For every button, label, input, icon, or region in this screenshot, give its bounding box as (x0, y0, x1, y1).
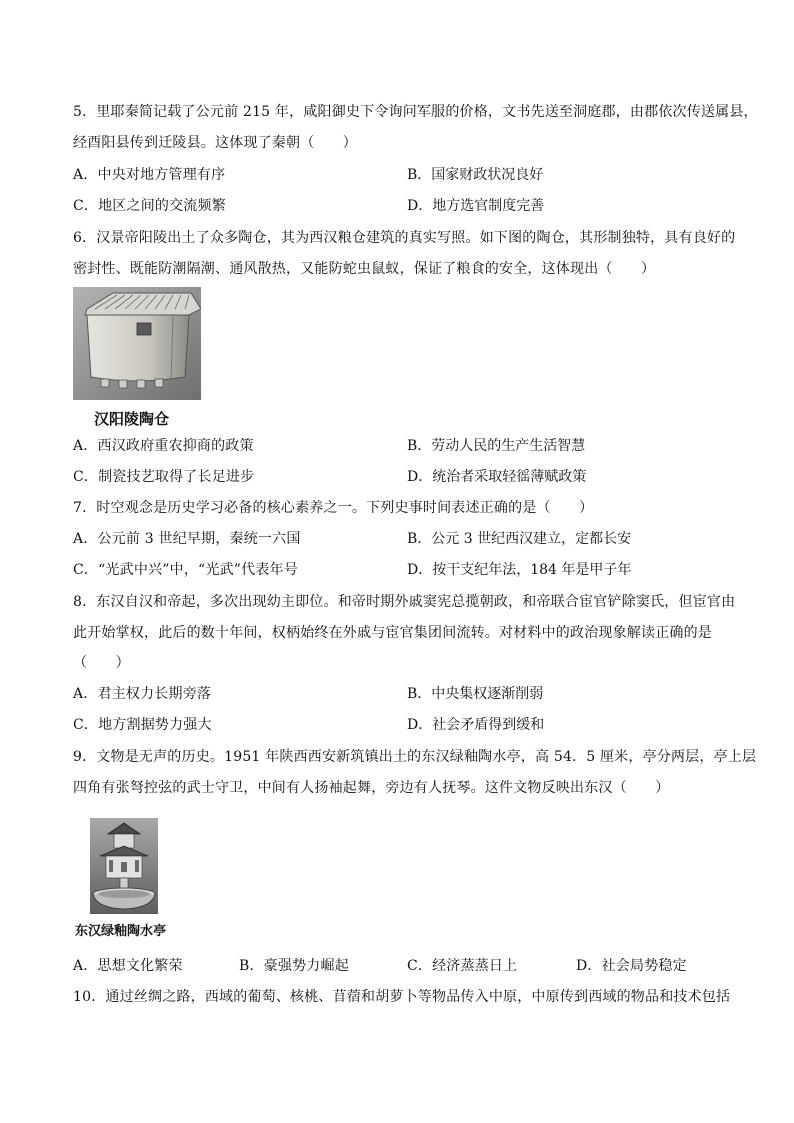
q9-option-b: B．豪强势力崛起 (239, 958, 349, 974)
q10-stem-line-1: 10．通过丝绸之路，西域的葡萄、核桃、苜蓿和胡萝卜等物品传入中原，中原传到西域的物品和技术包括 (73, 989, 731, 1005)
q6-stem-line-2: 密封性、既能防潮隔潮、通风散热，又能防蛇虫鼠蚁，保证了粮食的安全，这体现出（ ） (73, 261, 656, 277)
q5-option-b: B．国家财政状况良好 (407, 167, 544, 183)
q8-option-b: B．中央集权逐渐削弱 (407, 686, 544, 702)
q8-stem-line-2: 此开始掌权，此后的数十年间，权柄始终在外戚与宦官集团间流转。对材料中的政治现象解读正确的是 (73, 625, 712, 641)
q5-option-a: A．中央对地方管理有序 (73, 167, 226, 183)
pottery-granary-caption: 汉阳陵陶仓 (94, 410, 170, 428)
q8-option-c: C．地方割据势力强大 (73, 717, 212, 733)
q5-stem-line-1: 5．里耶秦简记载了公元前 215 年，咸阳御史下令询问军服的价格，文书先送至洞庭郡，由郡依次传送属县， (73, 104, 758, 120)
q5-option-c: C．地区之间的交流频繁 (73, 198, 226, 214)
q7-stem-line-1: 7．时空观念是历史学习必备的核心素养之一。下列史事时间表述正确的是（ ） (73, 500, 594, 516)
q8-stem-line-1: 8．东汉自汉和帝起，多次出现幼主即位。和帝时期外戚窦宪总揽朝政，和帝联合宦官铲除窦氏，但宦官由 (73, 594, 736, 610)
water-pavilion-caption: 东汉绿釉陶水亭 (75, 924, 167, 939)
q5-option-d: D．地方选官制度完善 (407, 198, 545, 214)
q9-stem-line-2: 四角有张弩控弦的武士守卫，中间有人扬袖起舞，旁边有人抚琴。这件文物反映出东汉（ ） (73, 780, 670, 796)
q6-option-a: A．西汉政府重农抑商的政策 (73, 438, 254, 454)
q6-option-c: C．制瓷技艺取得了长足进步 (73, 469, 255, 485)
q9-stem-line-1: 9．文物是无声的历史。1951 年陕西西安新筑镇出土的东汉绿釉陶水亭，高 54．5 厘米，亭分两层，亭上层 (73, 749, 757, 765)
q7-option-d: D．按干支纪年法，184 年是甲子年 (407, 562, 632, 578)
q6-option-d: D．统治者采取轻徭薄赋政策 (407, 469, 587, 485)
q7-option-a: A．公元前 3 世纪早期，秦统一六国 (73, 531, 301, 547)
q9-option-c: C．经济蒸蒸日上 (407, 958, 518, 974)
q7-option-c: C．“光武中兴”中，“光武”代表年号 (73, 562, 298, 578)
q8-stem-line-3: （ ） (73, 655, 130, 671)
q5-stem-line-2: 经酉阳县传到迁陵县。这体现了秦朝（ ） (73, 135, 357, 151)
pottery-granary-photo (73, 287, 201, 400)
q8-option-a: A．君主权力长期旁落 (73, 686, 212, 702)
q6-stem-line-1: 6．汉景帝阳陵出土了众多陶仓，其为西汉粮仓建筑的真实写照。如下图的陶仓，其形制独特，具有良好的 (73, 230, 736, 246)
q9-option-d: D．社会局势稳定 (576, 958, 687, 974)
q8-option-d: D．社会矛盾得到缓和 (407, 717, 545, 733)
q6-option-b: B．劳动人民的生产生活智慧 (407, 438, 586, 454)
q7-option-b: B．公元 3 世纪西汉建立，定都长安 (407, 531, 632, 547)
water-pavilion-photo (90, 818, 158, 914)
q9-option-a: A．思想文化繁荣 (73, 958, 183, 974)
